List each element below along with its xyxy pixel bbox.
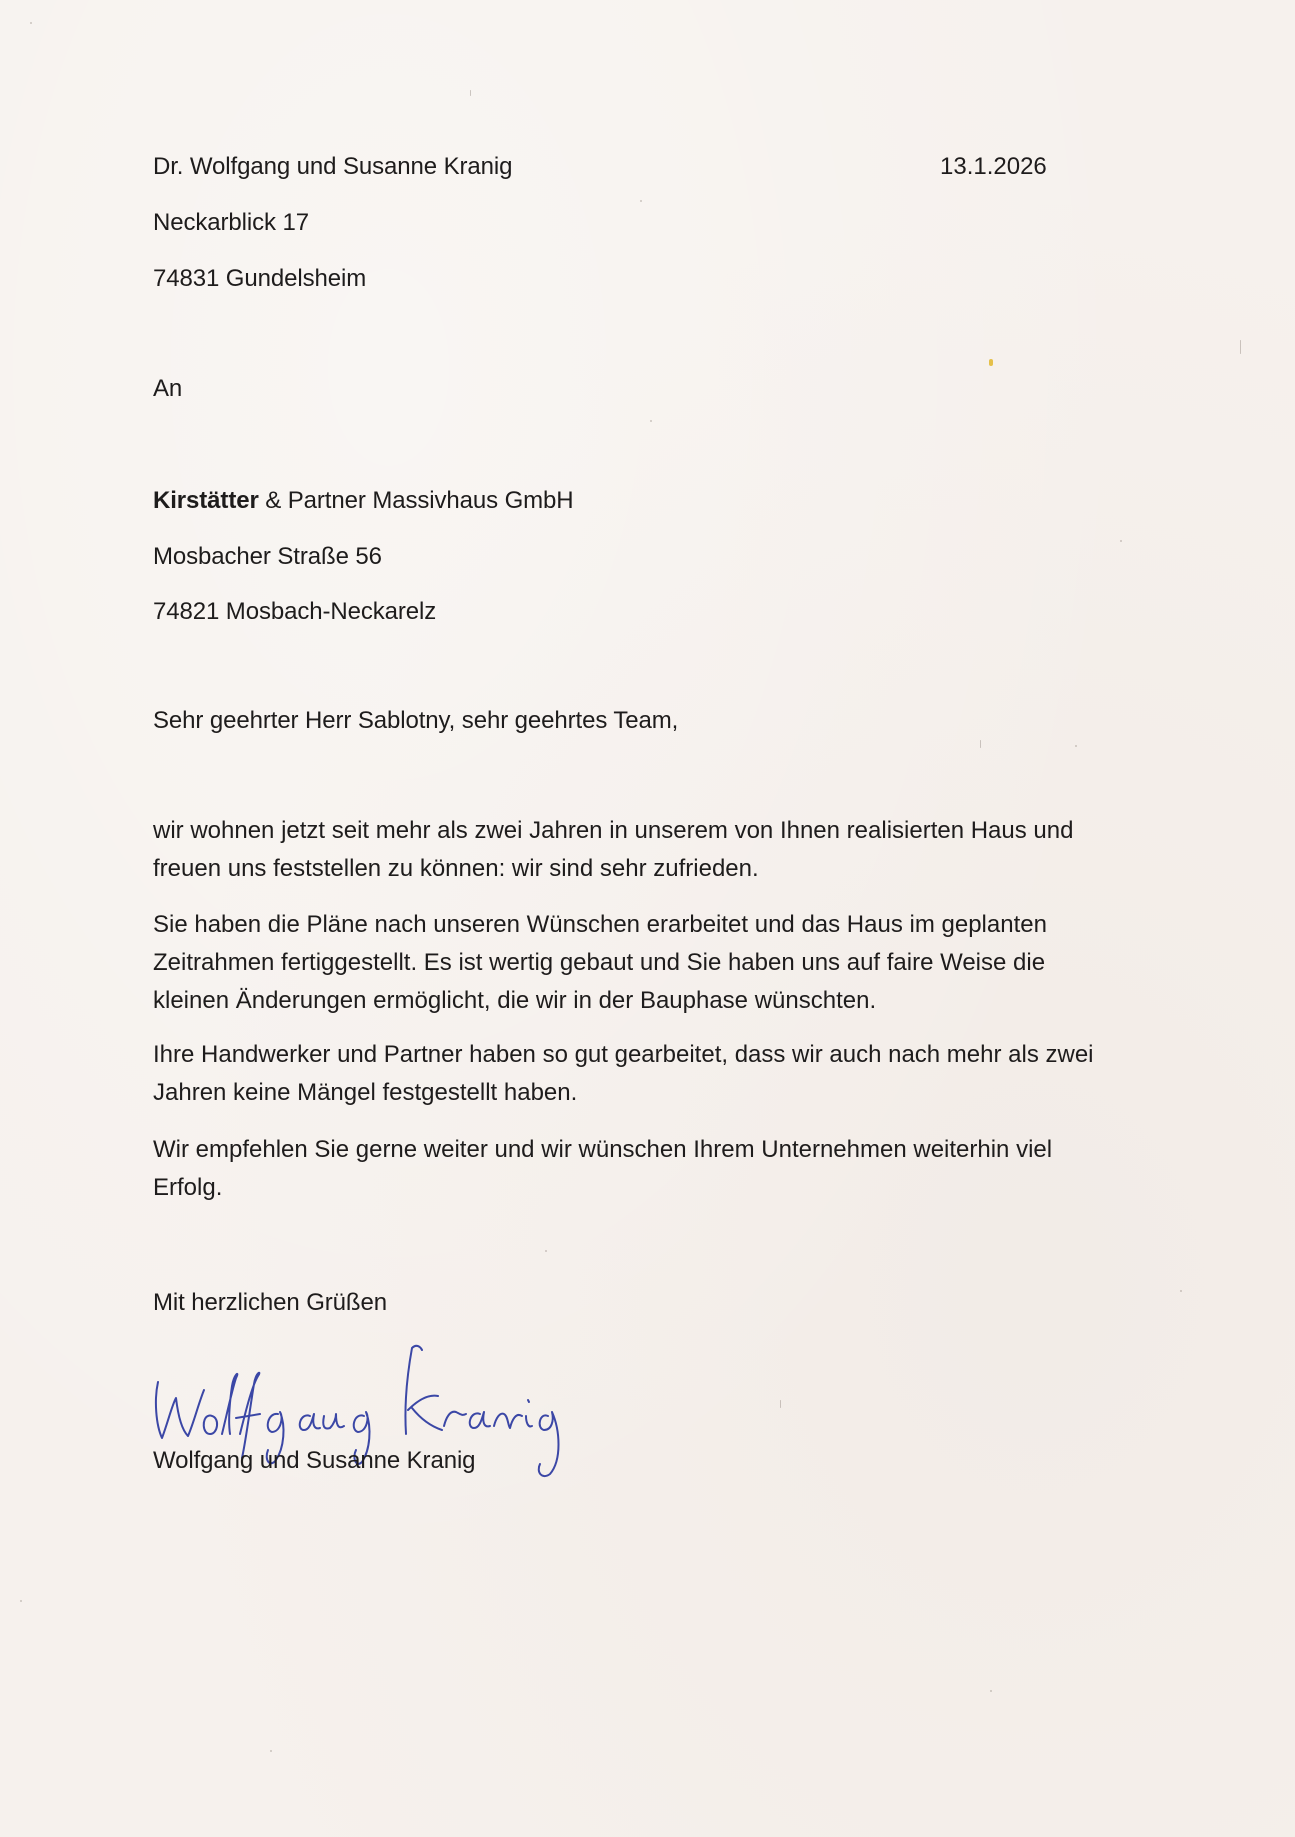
- recipient-company-rest: & Partner Massivhaus GmbH: [258, 487, 574, 514]
- body-paragraph: [153, 906, 1163, 1020]
- paragraph-line: freuen uns feststellen zu können: wir sind sehr zufrieden.: [153, 855, 759, 882]
- closing: Mit herzlichen Grüßen: [153, 1289, 387, 1316]
- recipient-city: 74821 Mosbach-Neckarelz: [153, 598, 437, 625]
- paper-speck: [1120, 540, 1122, 542]
- recipient-company-bold: Kirstätter: [153, 487, 259, 514]
- paper-speck: [980, 740, 981, 748]
- body-paragraph: [153, 812, 1163, 888]
- body-paragraph: [153, 1036, 1163, 1112]
- sender-city: 74831 Gundelsheim: [153, 265, 367, 292]
- letter-date: 13.1.2026: [940, 153, 1047, 180]
- recipient-street: Mosbacher Straße 56: [153, 543, 382, 570]
- paragraph-line: Jahren keine Mängel festgestellt haben.: [153, 1079, 578, 1106]
- paragraph-line: Wir empfehlen Sie gerne weiter und wir wünschen Ihrem Unternehmen weiterhin viel: [153, 1136, 1053, 1163]
- paper-speck: [545, 1250, 547, 1252]
- salutation: Sehr geehrter Herr Sablotny, sehr geehrtes Team,: [153, 707, 679, 734]
- body-paragraph: [153, 1131, 1163, 1207]
- paper-speck: [650, 420, 652, 422]
- recipient-company: [153, 482, 574, 520]
- paper-speck: [780, 1400, 781, 1408]
- paper-speck: [1075, 745, 1077, 747]
- paragraph-line: Ihre Handwerker und Partner haben so gut gearbeitet, dass wir auch nach mehr als zwei: [153, 1041, 1094, 1068]
- paragraph-line: Zeitrahmen fertiggestellt. Es ist wertig gebaut und Sie haben uns auf faire Weise die: [153, 949, 1046, 976]
- paragraph-line: Erfolg.: [153, 1174, 223, 1201]
- paper-yellow-mark: [989, 359, 993, 366]
- paper-speck: [1180, 1290, 1182, 1292]
- paper-speck: [470, 90, 471, 96]
- paragraph-line: kleinen Änderungen ermöglicht, die wir in der Bauphase wünschten.: [153, 987, 877, 1014]
- paper-speck: [30, 22, 32, 24]
- sender-name: Dr. Wolfgang und Susanne Kranig: [153, 153, 513, 180]
- paper-speck: [270, 1750, 272, 1752]
- paper-speck: [640, 200, 642, 202]
- paper-speck: [990, 1690, 992, 1692]
- paragraph-line: Sie haben die Pläne nach unseren Wünschen erarbeitet und das Haus im geplanten: [153, 911, 1047, 938]
- signatory-name: Wolfgang und Susanne Kranig: [153, 1447, 476, 1474]
- to-label: An: [153, 375, 183, 402]
- paragraph-line: wir wohnen jetzt seit mehr als zwei Jahren in unserem von Ihnen realisierten Haus und: [153, 817, 1074, 844]
- sender-street: Neckarblick 17: [153, 209, 309, 236]
- paper-speck: [1240, 340, 1241, 354]
- paper-speck: [20, 1600, 22, 1602]
